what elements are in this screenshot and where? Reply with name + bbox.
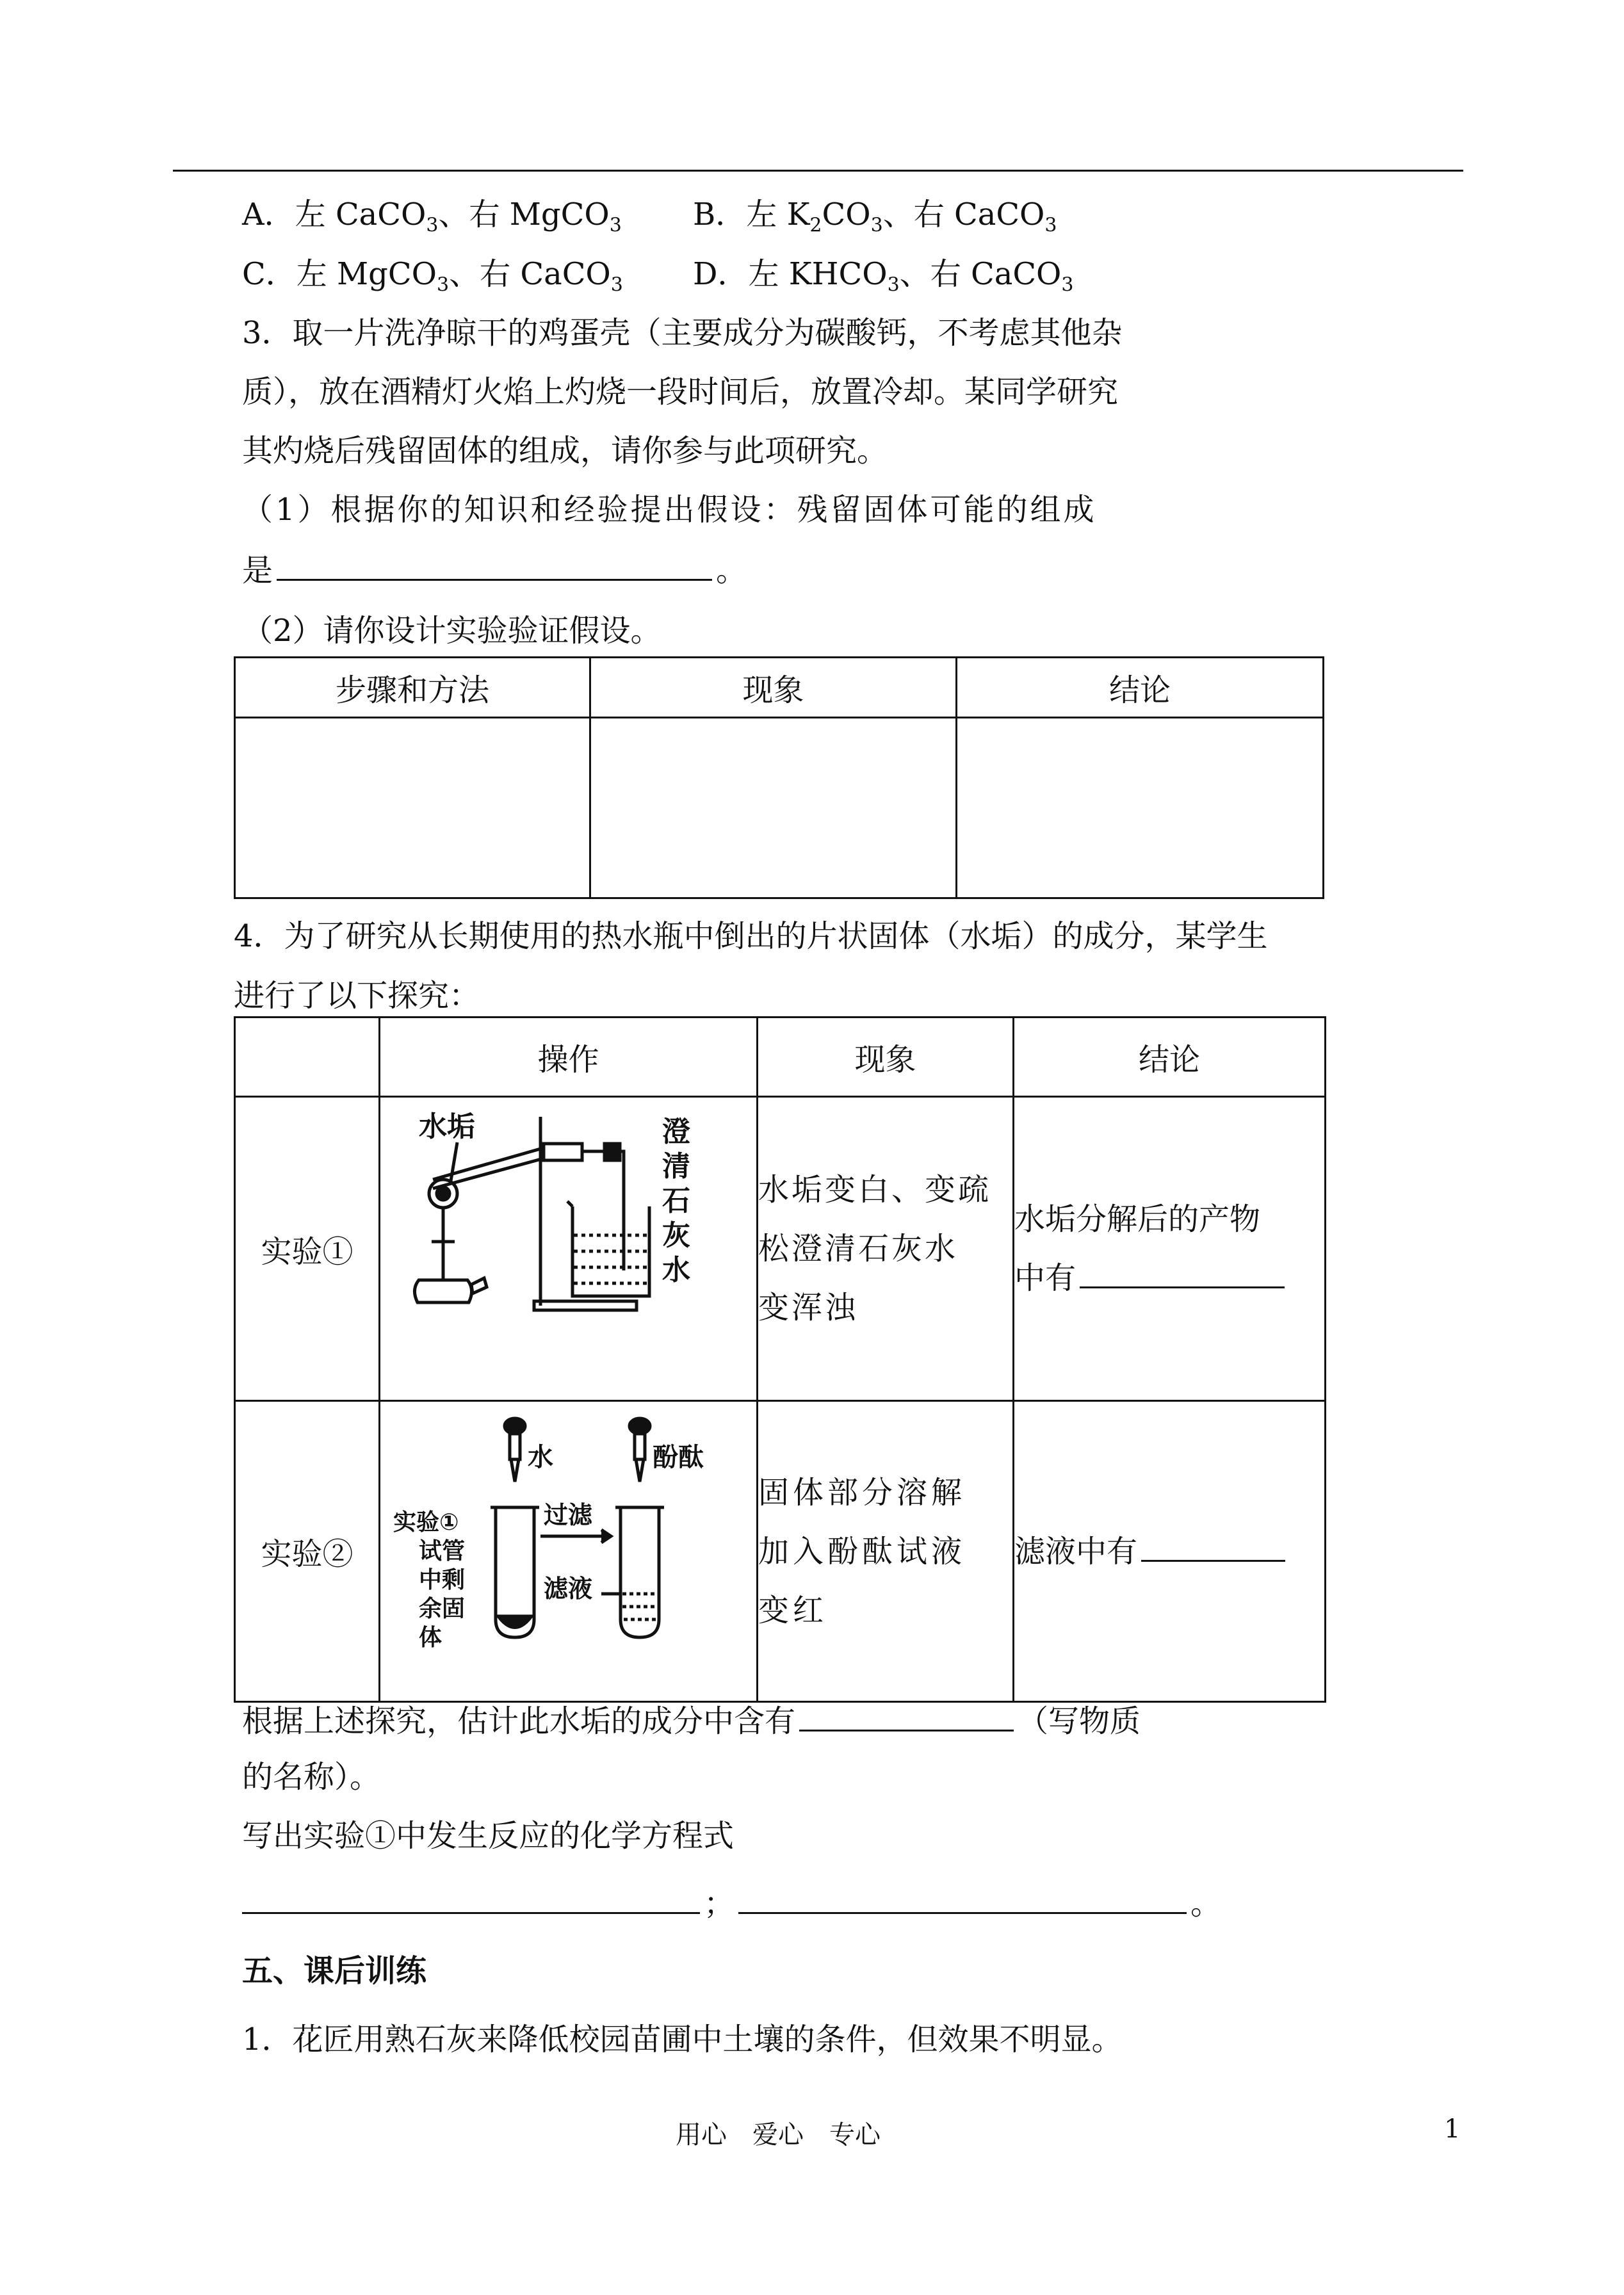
cell-phenomenon[interactable]	[590, 718, 957, 898]
label-limewater-5: 水	[662, 1254, 690, 1286]
exp1-phenomenon: 水垢变白、变疏 松澄清石灰水 变浑浊	[758, 1097, 1014, 1401]
exp1-name: 实验①	[235, 1097, 380, 1401]
label-tube-3: 余固	[419, 1596, 466, 1622]
exp2-answer-blank[interactable]	[1141, 1530, 1285, 1562]
label-exp1-ref: 实验①	[393, 1509, 459, 1536]
option-b: B．左 $K_2CO_3$、右 CaCO$_3$	[693, 197, 1057, 237]
exp2-diagram-cell	[380, 1401, 758, 1702]
exp1-apparatus-diagram	[380, 1098, 758, 1392]
section5-title: 五、课后训练	[242, 1953, 427, 1989]
q4-after-line1: 根据上述探究，估计此水垢的成分中含有 （写物质	[242, 1700, 1141, 1740]
section5-q1: 1．花匠用熟石灰来降低校园苗圃中土壤的条件，但效果不明显。	[242, 2022, 1123, 2057]
label-filter: 过滤	[544, 1501, 593, 1529]
q4-after-line3: 写出实验①中发生反应的化学方程式	[242, 1818, 735, 1854]
q4-table	[234, 1016, 1326, 1703]
label-scale: 水垢	[419, 1110, 475, 1143]
exp2-conclusion: 滤液中有	[1014, 1401, 1326, 1702]
header-conclusion: 结论	[957, 658, 1324, 718]
equation-blank-1[interactable]	[242, 1883, 700, 1914]
cell-conclusion[interactable]	[957, 718, 1324, 898]
q3-part2: （2）请你设计实验验证假设。	[242, 613, 662, 649]
label-tube-4: 体	[419, 1625, 443, 1651]
q3-part1: （1）根据你的知识和经验提出假设：残留固体可能的组成	[242, 492, 1097, 528]
label-phenolphthalein: 酚酞	[653, 1443, 704, 1472]
q4-line1: 4．为了研究从长期使用的热水瓶中倒出的片状固体（水垢）的成分，某学生	[234, 918, 1268, 954]
label-filtrate: 滤液	[544, 1575, 593, 1603]
q3-line1: 3．取一片洗净晾干的鸡蛋壳（主要成分为碳酸钙，不考虑其他杂	[242, 315, 1123, 351]
label-limewater-2: 清	[662, 1150, 690, 1183]
label-tube-1: 试管	[419, 1538, 466, 1564]
option-c: C．左 MgCO$_3$、右 CaCO$_3$	[242, 256, 623, 296]
exp1-answer-blank[interactable]	[1080, 1257, 1285, 1288]
composition-blank[interactable]	[799, 1700, 1014, 1731]
option-a: A．左 CaCO$_3$、右 MgCO$_3$	[242, 197, 622, 237]
q3-part1-answer: 是 。	[242, 549, 747, 590]
q3-table	[234, 656, 1324, 899]
label-limewater-3: 石	[662, 1185, 690, 1217]
equation-line: ； 。	[242, 1883, 1221, 1923]
header-steps: 步骤和方法	[235, 658, 590, 718]
page-number: 1	[1444, 2114, 1461, 2144]
header-phenomenon: 现象	[590, 658, 957, 718]
label-limewater-4: 灰	[662, 1219, 690, 1252]
answer-blank[interactable]	[277, 549, 712, 581]
exp2-test-tube-diagram	[380, 1402, 758, 1693]
header-operation: 操作	[380, 1018, 758, 1097]
header-rule	[173, 170, 1463, 172]
header-phenomenon: 现象	[758, 1018, 1014, 1097]
exp1-conclusion: 水垢分解后的产物 中有	[1014, 1097, 1326, 1401]
q3-line3: 其灼烧后残留固体的组成，请你参与此项研究。	[242, 433, 888, 469]
q3-line2: 质），放在酒精灯火焰上灼烧一段时间后，放置冷却。某同学研究	[242, 374, 1119, 410]
q4-line2: 进行了以下探究：	[234, 978, 480, 1014]
option-d: D．左 $KHCO_3$、右 CaCO$_3$	[693, 256, 1074, 296]
exp2-phenomenon: 固体部分溶解 加入酚酞试液 变红	[758, 1401, 1014, 1702]
label-limewater-1: 澄	[662, 1115, 690, 1148]
label-tube-2: 中剩	[419, 1567, 466, 1593]
q4-after-line2: 的名称）。	[242, 1759, 381, 1795]
footer-motto: 用心 爱心 专心	[676, 2120, 881, 2150]
exp2-name: 实验②	[235, 1401, 380, 1702]
equation-blank-2[interactable]	[738, 1883, 1187, 1914]
label-water: 水	[528, 1443, 553, 1472]
exp1-diagram-cell	[380, 1097, 758, 1401]
cell-steps[interactable]	[235, 718, 590, 898]
header-blank	[235, 1018, 380, 1097]
header-conclusion: 结论	[1014, 1018, 1326, 1097]
